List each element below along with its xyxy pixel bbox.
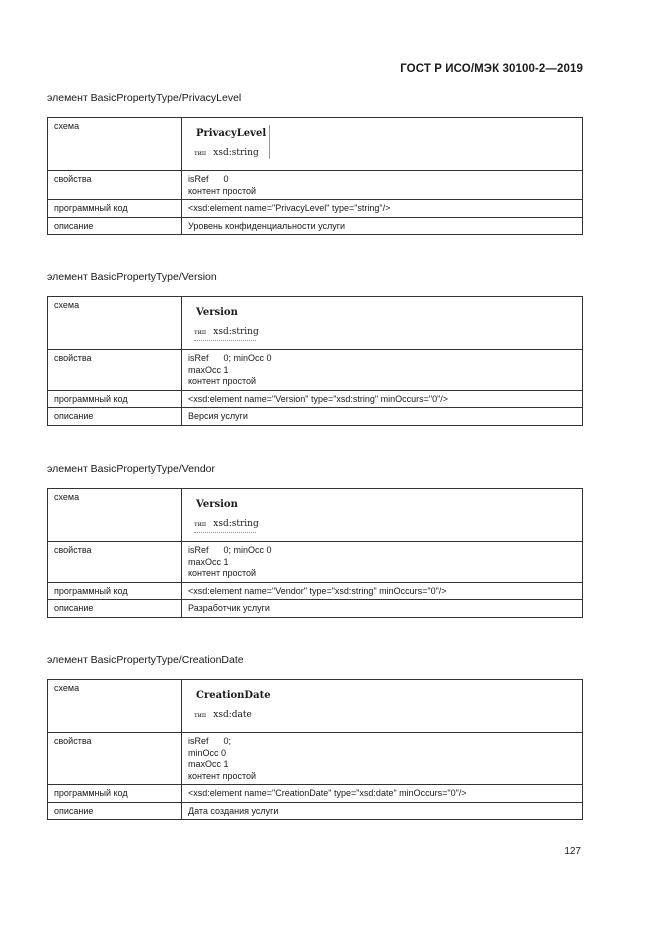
properties-label: свойства [48,542,182,583]
properties-cell [182,733,583,785]
description-row [48,217,583,235]
section-version [47,270,583,426]
property-line: isRef 0; minOcc 0 [188,545,272,555]
description-row [48,600,583,618]
property-line: maxOcc 1 [188,759,229,769]
schema-diagram [188,683,576,730]
schema-label: схема [48,297,182,350]
schema-cell [182,297,583,350]
code-row [48,390,583,408]
element-type-row [194,519,259,531]
type-keyword: тип [194,520,207,528]
property-line: контент простой [188,770,257,781]
section-title: элемент BasicPropertyType/Version [47,271,217,283]
property-line: контент простой [188,185,257,196]
property-line: isRef 0 [188,174,229,184]
description-label: описание [48,802,182,820]
properties-label: свойства [48,350,182,391]
description-label: описание [48,217,182,235]
code-row [48,785,583,803]
schema-row [48,118,583,171]
page-number: 127 [564,846,581,857]
element-name: PrivacyLevel [196,128,267,139]
properties-label: свойства [48,733,182,785]
schema-row [48,297,583,350]
schema-diagram [188,492,576,539]
element-type-row [194,327,259,339]
schema-row [48,489,583,542]
section-title: элемент BasicPropertyType/CreationDate [47,654,244,666]
description-label: описание [48,600,182,618]
section-creation-date [47,653,583,820]
description-row [48,408,583,426]
definition-table [47,296,583,426]
property-line: maxOcc 1 [188,364,229,375]
schema-diagram [188,300,576,347]
element-type: xsd:string [213,327,259,337]
element-type: xsd:date [213,710,252,720]
properties-cell [182,350,583,391]
type-keyword: тип [194,149,207,157]
schema-label: схема [48,489,182,542]
section-privacy-level [47,91,583,235]
code-cell: <xsd:element name="PrivacyLevel" type="string"/> [182,200,583,218]
description-row [48,802,583,820]
schema-label: схема [48,118,182,171]
properties-cell [182,171,583,200]
element-type: xsd:string [213,148,259,158]
code-label: программный код [48,390,182,408]
properties-row [48,733,583,785]
schema-diagram [188,121,576,168]
schema-label: схема [48,680,182,733]
description-cell: Разработчик услуги [182,600,583,618]
properties-row [48,350,583,391]
code-label: программный код [48,785,182,803]
property-line: isRef 0; minOcc 0 [188,353,272,363]
description-cell: Уровень конфиденциальности услуги [182,217,583,235]
code-cell: <xsd:element name="Vendor" type="xsd:string" minOccurs="0"/> [182,582,583,600]
definition-table [47,679,583,820]
code-label: программный код [48,200,182,218]
code-cell: <xsd:element name="CreationDate" type="xsd:date" minOccurs="0"/> [182,785,583,803]
description-label: описание [48,408,182,426]
schema-cell [182,489,583,542]
document-header: ГОСТ Р ИСО/МЭК 30100-2—2019 [400,63,583,75]
properties-cell [182,542,583,583]
description-cell: Версия услуги [182,408,583,426]
element-type-row [194,148,259,160]
element-type: xsd:string [213,519,259,529]
definition-table [47,488,583,618]
code-label: программный код [48,582,182,600]
property-line: isRef 0; [188,736,232,746]
description-cell: Дата создания услуги [182,802,583,820]
section-title: элемент BasicPropertyType/Vendor [47,463,215,475]
diagram-border [194,340,256,341]
code-cell: <xsd:element name="Version" type="xsd:string" minOccurs="0"/> [182,390,583,408]
schema-cell [182,680,583,733]
schema-cell [182,118,583,171]
definition-table [47,117,583,235]
properties-row [48,171,583,200]
property-line: контент простой [188,568,257,578]
type-keyword: тип [194,328,207,336]
schema-row [48,680,583,733]
diagram-border [194,532,256,533]
element-type-row [194,710,252,722]
element-name: Version [196,499,238,510]
type-keyword: тип [194,711,207,719]
diagram-border [269,125,270,159]
code-row [48,200,583,218]
element-name: CreationDate [196,690,271,701]
properties-row [48,542,583,583]
section-vendor [47,462,583,618]
property-line: контент простой [188,376,257,386]
section-title: элемент BasicPropertyType/PrivacyLevel [47,92,242,104]
property-line: maxOcc 1 [188,556,229,567]
property-line: minOcc 0 [188,747,227,758]
element-name: Version [196,307,238,318]
properties-label: свойства [48,171,182,200]
code-row [48,582,583,600]
